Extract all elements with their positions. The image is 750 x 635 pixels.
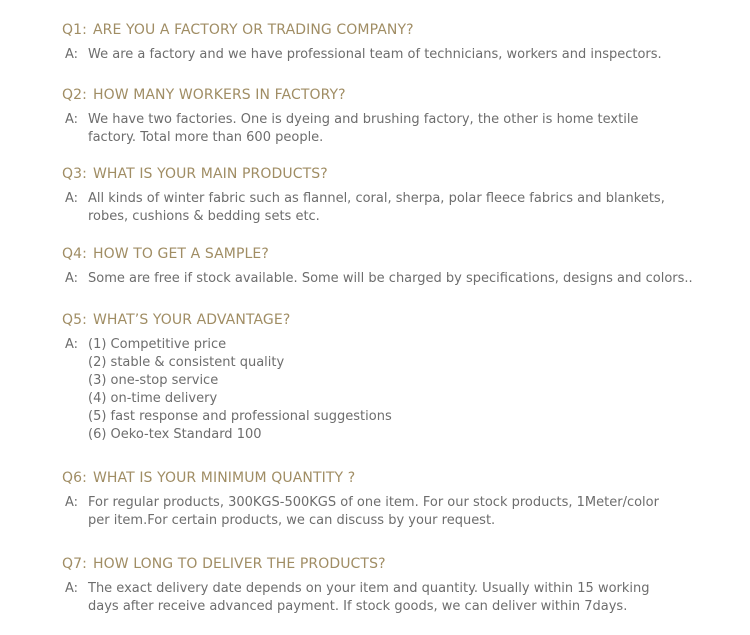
answer-line: factory. Total more than 600 people. [88,130,324,145]
answer-label: A: [65,337,79,352]
question-5 [62,311,742,329]
answer-label: A: [65,495,79,510]
answer-line: The exact delivery date depends on your item and quantity. Usually within 15 working [88,581,650,596]
question-3 [62,165,742,183]
faq-item-3 [62,165,742,226]
answer-line: All kinds of winter fabric such as flannel, coral, sherpa, polar fleece fabrics and blankets, [88,191,665,206]
answer-6 [62,494,742,530]
answer-line: (2) stable & consistent quality [88,355,285,370]
faq-item-2 [62,86,742,147]
answer-line: (3) one-stop service [88,373,219,388]
answer-2 [62,111,742,147]
answer-line: days after receive advanced payment. If stock goods, we can deliver within 7days. [88,599,628,614]
faq-item-1 [62,21,742,64]
answer-line: (6) Oeko-tex Standard 100 [88,427,262,442]
faq-item-4 [62,245,742,288]
answer-line: We are a factory and we have professional team of technicians, workers and inspectors. [88,47,662,62]
question-number: Q6: [62,470,87,486]
question-6 [62,469,742,487]
answer-line: We have two factories. One is dyeing and brushing factory, the other is home textile [88,112,639,127]
answer-5 [62,336,742,444]
faq-item-7 [62,555,742,616]
faq-item-5 [62,311,742,444]
answer-label: A: [65,191,79,206]
question-number: Q3: [62,166,87,182]
question-2 [62,86,742,104]
answer-line: (1) Competitive price [88,337,227,352]
question-text: WHAT IS YOUR MAIN PRODUCTS? [92,166,328,182]
answer-line: (5) fast response and professional suggestions [88,409,392,424]
answer-line: Some are free if stock available. Some will be charged by specifications, designs and colors.. [88,271,693,286]
answer-7 [62,580,742,616]
question-number: Q4: [62,246,87,262]
question-text: WHAT’S YOUR ADVANTAGE? [92,312,291,328]
answer-line: robes, cushions & bedding sets etc. [88,209,320,224]
answer-1 [62,46,742,64]
answer-4 [62,270,742,288]
question-text: HOW LONG TO DELIVER THE PRODUCTS? [92,556,386,572]
answer-line: For regular products, 300KGS-500KGS of one item. For our stock products, 1Meter/color [88,495,659,510]
answer-label: A: [65,271,79,286]
answer-line: per item.For certain products, we can discuss by your request. [88,513,496,528]
question-4 [62,245,742,263]
question-text: HOW MANY WORKERS IN FACTORY? [92,87,346,103]
question-text: HOW TO GET A SAMPLE? [92,246,269,262]
answer-label: A: [65,581,79,596]
question-1 [62,21,742,39]
question-text: ARE YOU A FACTORY OR TRADING COMPANY? [92,22,414,38]
question-number: Q2: [62,87,87,103]
answer-label: A: [65,47,79,62]
question-7 [62,555,742,573]
question-text: WHAT IS YOUR MINIMUM QUANTITY ? [92,470,356,486]
answer-label: A: [65,112,79,127]
answer-3 [62,190,742,226]
answer-line: (4) on-time delivery [88,391,218,406]
question-number: Q7: [62,556,87,572]
question-number: Q5: [62,312,87,328]
question-number: Q1: [62,22,87,38]
faq-item-6 [62,469,742,530]
